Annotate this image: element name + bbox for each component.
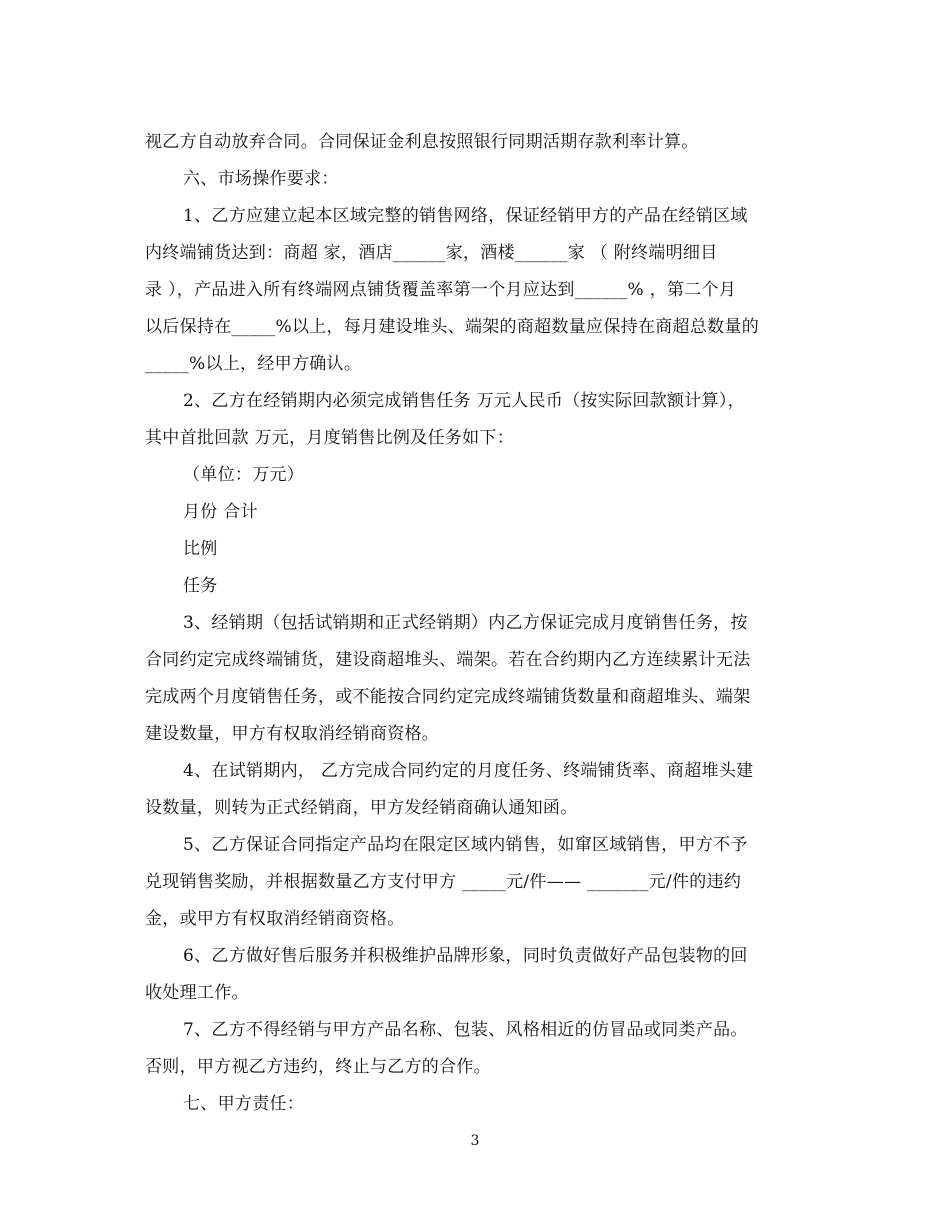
text-line: 2、乙方在经销期内必须完成销售任务 万元人民币（按实际回款额计算）， [183, 391, 745, 411]
table-row: 比例 [183, 539, 218, 559]
text-line: 完成两个月度销售任务，或不能按合同约定完成终端铺货数量和商超堆头、端架 [145, 687, 751, 707]
text-line: 设数量，则转为正式经销商，甲方发经销商确认通知函。 [145, 798, 578, 818]
text-line: 兑现销售奖励，并根据数量乙方支付甲方 _____元/件—— _______元/件的违约 [145, 872, 742, 892]
text-line: 否则，甲方视乙方违约，终止与乙方的合作。 [145, 1057, 491, 1077]
text-line: 其中首批回款 万元，月度销售比例及任务如下： [145, 428, 515, 448]
section-heading-market-operation [145, 161, 810, 198]
text-line: 合同约定完成终端铺货，建设商超堆头、端架。若在合约期内乙方连续累计无法 [145, 650, 751, 670]
text-line: 以后保持在_____%以上，每月建设堆头、端架的商超数量应保持在商超总数量的 [145, 317, 760, 337]
clause-7 [145, 1012, 810, 1086]
text-line: 4、在试销期内， 乙方完成合同约定的月度任务、终端铺货率、商超堆头建 [183, 761, 754, 781]
text-line: _____%以上，经甲方确认。 [145, 354, 362, 374]
text-line: 六、市场操作要求： [183, 169, 339, 189]
clause-6 [145, 938, 810, 1012]
text-line: 3、经销期（包括试销期和正式经销期）内乙方保证完成月度销售任务，按 [183, 613, 748, 633]
section-heading-party-a-responsibility [145, 1086, 810, 1123]
text-line: 建设数量，甲方有权取消经销商资格。 [145, 724, 440, 744]
text-line: 6、乙方做好售后服务并积极维护品牌形象，同时负责做好产品包装物的回 [183, 946, 748, 966]
table-row: 任务 [183, 576, 218, 596]
text-line: 视乙方自动放弃合同。合同保证金利息按照银行同期活期存款利率计算。 [145, 132, 699, 152]
page-number: 3 [470, 1133, 480, 1149]
table-row: 月份 合计 [183, 502, 258, 522]
text-line: 金，或甲方有权取消经销商资格。 [145, 909, 405, 929]
clause-5 [145, 827, 810, 938]
text-line: 5、乙方保证合同指定产品均在限定区域内销售，如窜区域销售，甲方不予 [183, 835, 748, 855]
clause-2 [145, 383, 810, 457]
document-body [145, 124, 810, 1123]
text-line: 收处理工作。 [145, 983, 249, 1003]
text-line: 内终端铺货达到：商超 家，酒店______家，酒楼______家 （ 附终端明细目 [145, 243, 718, 263]
clause-4 [145, 753, 810, 827]
paragraph-deposit-interest [145, 124, 810, 161]
text-line: 7、乙方不得经销与甲方产品名称、包装、风格相近的仿冒品或同类产品。 [183, 1020, 748, 1040]
text-line: 录 ），产品进入所有终端网点铺货覆盖率第一个月应达到______% ，第二个月 [145, 280, 737, 300]
clause-3 [145, 605, 810, 753]
sales-task-table [145, 457, 810, 605]
text-line: 七、甲方责任： [183, 1094, 305, 1114]
table-unit-label: （单位：万元） [183, 465, 305, 485]
text-line: 1、乙方应建立起本区域完整的销售网络，保证经销甲方的产品在经销区域 [183, 206, 748, 226]
clause-1 [145, 198, 810, 383]
